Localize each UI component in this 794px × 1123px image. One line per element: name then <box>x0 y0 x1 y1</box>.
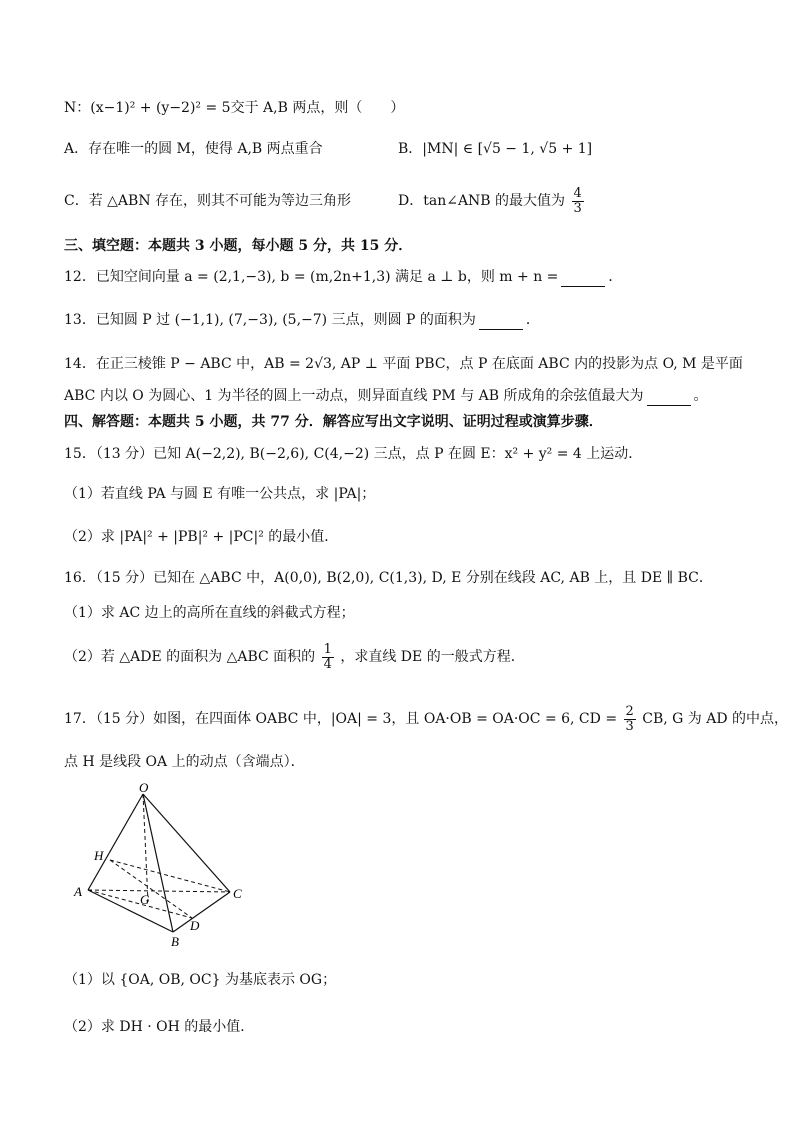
section4-heading: 四、解答题：本题共 5 小题，共 77 分．解答应写出文字说明、证明过程或演算步骤． <box>64 414 603 430</box>
q16-stem: 16．（15 分）已知在 △ABC 中，A(0,0), B(2,0), C(1,3), D, E 分别在线段 AC, AB 上，且 DE ∥ BC． <box>64 570 713 586</box>
q11-stem: N：(x−1)² + (y−2)² = 5交于 A,B 两点，则（ ） <box>64 100 405 116</box>
q16-fraction <box>322 643 334 672</box>
q11-option-c: C．若 △ABN 存在，则其不可能为等边三角形 <box>64 193 352 209</box>
label-B: B <box>171 934 179 949</box>
fraction-numerator: 4 <box>573 185 582 201</box>
fraction-numerator: 2 <box>625 703 634 719</box>
q15-stem: 15．（13 分）已知 A(−2,2), B(−2,6), C(4,−2) 三点，点 P 在圆 E：x² + y² = 4 上运动． <box>64 446 643 462</box>
edge-AB <box>88 890 173 932</box>
edge-AC <box>88 890 230 892</box>
fraction-denominator: 3 <box>573 200 582 216</box>
q15-part1: （1）若直线 PA 与圆 E 有唯一公共点，求 |PA|； <box>64 486 376 502</box>
segment-HD <box>110 860 192 918</box>
segment-OG <box>143 794 148 902</box>
answer-blank <box>647 391 691 406</box>
tetrahedron-figure <box>70 780 260 950</box>
label-A: A <box>74 884 82 899</box>
q14-line1: 14．在正三棱锥 P − ABC 中，AB = 2√3, AP ⊥ 平面 PBC，点 P 在底面 ABC 内的投影为点 O, M 是平面 <box>64 356 743 372</box>
q13-text: 13．已知圆 P 过 (−1,1), (7,−3), (5,−7) 三点，则圆 P 的面积为 <box>64 312 476 328</box>
q16-part1: （1）求 AC 边上的高所在直线的斜截式方程； <box>64 605 355 621</box>
q16-part2-text: （2）若 △ADE 的面积为 △ABC 面积的 <box>64 649 316 665</box>
edge-OC <box>143 794 230 892</box>
q17-text: 17．（15 分）如图，在四面体 OABC 中，|OA| = 3，且 OA·OB = OA·OC = 6, CD = <box>64 711 618 727</box>
label-O: O <box>139 780 149 795</box>
q14-text: ABC 内以 O 为圆心、1 为半径的圆上一动点，则异面直线 PM 与 AB 所成角的余弦值最大为 <box>64 388 644 404</box>
edge-BC <box>173 892 230 932</box>
q11-option-d-text: D．tan∠ANB 的最大值为 <box>398 193 566 209</box>
q16-part2-text-end: ，求直线 DE 的一般式方程． <box>340 649 525 665</box>
q17-part2: （2）求 DH · OH 的最小值． <box>64 1019 255 1035</box>
q11-option-b: B．|MN| ∈ [√5 − 1, √5 + 1] <box>398 141 593 157</box>
q17-stem <box>64 702 788 736</box>
q17-line2: 点 H 是线段 OA 上的动点（含端点）． <box>64 754 305 770</box>
q17-part1: （1）以 {OA, OB, OC} 为基底表示 OG； <box>64 972 337 988</box>
answer-blank <box>561 272 605 287</box>
section3-heading: 三、填空题：本题共 3 小题，每小题 5 分，共 15 分． <box>64 238 413 254</box>
q14-end: 。 <box>693 388 708 404</box>
q12-end: ． <box>608 269 623 285</box>
q14-line2 <box>64 386 708 406</box>
edge-OB <box>143 794 173 932</box>
label-H: H <box>94 848 104 863</box>
edge-OA <box>88 794 143 890</box>
q17-text-end: CB, G 为 AD 的中点， <box>642 711 789 727</box>
segment-HC <box>110 860 230 892</box>
q11-option-d <box>398 184 586 218</box>
q11-option-d-fraction <box>572 187 584 216</box>
q16-part2 <box>64 640 525 674</box>
answer-blank <box>479 315 523 330</box>
q12-text: 12．已知空间向量 a = (2,1,−3), b = (m,2n+1,3) 满足 a ⊥ b，则 m + n = <box>64 269 559 285</box>
q11-option-a: A．存在唯一的圆 M，使得 A,B 两点重合 <box>64 141 323 157</box>
fraction-numerator: 1 <box>323 641 332 657</box>
q17-fraction <box>624 705 636 734</box>
fraction-denominator: 3 <box>625 718 634 734</box>
q12 <box>64 267 622 287</box>
q13-end: ． <box>525 312 540 328</box>
q15-part2: （2）求 |PA|² + |PB|² + |PC|² 的最小值． <box>64 529 339 545</box>
label-D: D <box>190 918 200 933</box>
fraction-denominator: 4 <box>323 656 332 672</box>
q13 <box>64 310 540 330</box>
label-G: G <box>140 892 150 907</box>
label-C: C <box>233 886 242 901</box>
